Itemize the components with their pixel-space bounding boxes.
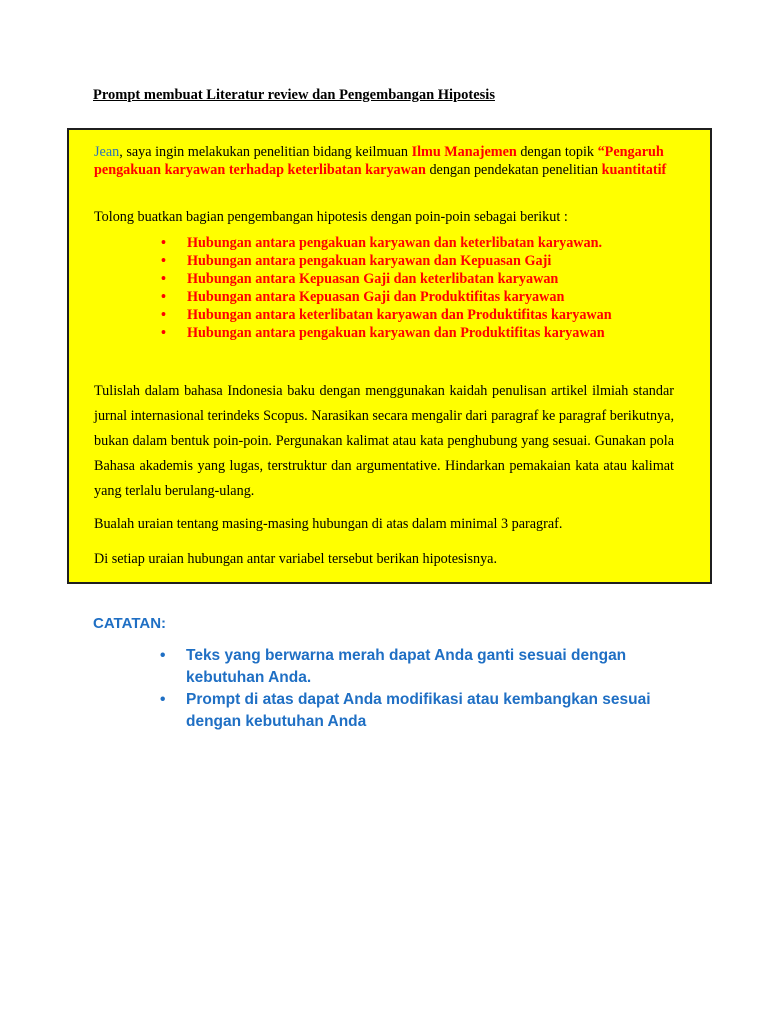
relationship-item: • Hubungan antara Kepuasan Gaji dan Produktifitas karyawan	[161, 288, 661, 306]
relationship-item: • Hubungan antara pengakuan karyawan dan Produktifitas karyawan	[161, 324, 661, 342]
page-title: Prompt membuat Literatur review dan Pengembangan Hipotesis	[93, 87, 495, 103]
research-approach: kuantitatif	[601, 162, 667, 178]
intro-text-1: , saya ingin melakukan penelitian bidang keilmuan	[119, 144, 412, 160]
relationship-list	[161, 234, 661, 342]
notes-list	[160, 645, 680, 733]
relationship-item: • Hubungan antara Kepuasan Gaji dan keterlibatan karyawan	[161, 270, 661, 288]
intro-paragraph	[94, 143, 669, 179]
relationship-item: • Hubungan antara pengakuan karyawan dan Kepuasan Gaji	[161, 252, 661, 270]
min-paragraphs-text: Bualah uraian tentang masing-masing hubungan di atas dalam minimal 3 paragraf.	[94, 516, 563, 532]
prompt-box	[67, 128, 712, 584]
relationship-item: • Hubungan antara pengakuan karyawan dan keterlibatan karyawan.	[161, 234, 661, 252]
notes-heading: CATATAN:	[93, 615, 167, 632]
note-item: • Teks yang berwarna merah dapat Anda ganti sesuai dengan kebutuhan Anda.	[160, 645, 680, 689]
note-item: • Prompt di atas dapat Anda modifikasi atau kembangkan sesuai dengan kebutuhan Anda	[160, 689, 680, 733]
relationship-item: • Hubungan antara keterlibatan karyawan dan Produktifitas karyawan	[161, 306, 661, 324]
instructions-paragraph: Tulislah dalam bahasa Indonesia baku dengan menggunakan kaidah penulisan artikel ilmiah standar jurnal internasional terindeks Scopus. Narasikan secara mengalir dari paragraf ke paragraf berikutnya, bukan dalam bentuk poin-poin. Pergunakan kalimat atau kata penghubung yang sesuai. Gunakan pola Bahasa akademis yang lugas, terstruktur dan argumentative. Hindarkan pemakaian kata atau kalimat yang terlalu berulang-ulang.	[94, 383, 674, 499]
research-field: Ilmu Manajemen	[411, 144, 517, 160]
request-paragraph: Tolong buatkan bagian pengembangan hipotesis dengan poin-poin sebagai berikut :	[94, 209, 568, 225]
intro-text-2: dengan topik	[516, 144, 598, 160]
hypothesis-text: Di setiap uraian hubungan antar variabel tersebut berikan hipotesisnya.	[94, 551, 498, 567]
intro-text-3: dengan pendekatan penelitian	[425, 162, 602, 178]
researcher-name: Jean	[94, 144, 120, 160]
research-topic: “Pengaruh pengakuan karyawan terhadap keterlibatan karyawan	[94, 144, 664, 178]
